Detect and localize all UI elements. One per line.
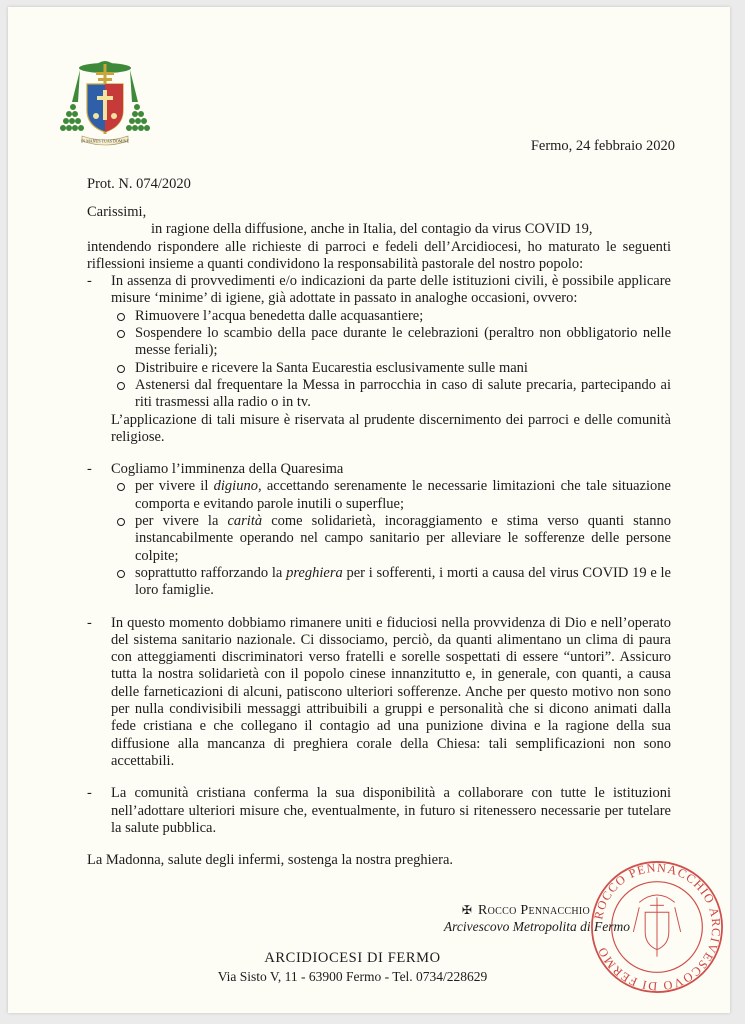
signer-line: [462, 903, 630, 919]
footer-organization: ARCIDIOCESI DI FERMO: [264, 950, 441, 966]
section-collaboration: [87, 785, 671, 837]
letter-date: Fermo, 24 febbraio 2020: [530, 138, 675, 154]
circle-bullet-icon: [117, 483, 125, 491]
section-text: In questo momento dobbiamo rimanere uniti e fiduciosi nella provvidenza di Dio e nell’operato del sistema sanitario nazionale. Ci dissociamo, perciò, da quanti alimentano un clima di paura con atteggiamenti discriminatori verso fratelli e sorelle sospettati di essere “untori”. Assicuro tutta la nostra solidarietà con il popolo cinese innanzitutto e, in generale, con quanti, a causa delle farneticazioni di alcuni, patiscono ulteriori sofferenze. Anche per questo motivo non sono per nulla condivisibili messaggi attribuibili a gruppi e personalità che si dicono animati dalla fede cristiana e che collegano il contagio ad una punizione divina e la ragione della sua diffusione alla mancanza di preghiera corale della Chiesa: tali semplificazioni non sono accettabili.: [111, 614, 671, 769]
signature-block: [443, 903, 630, 935]
list-item: Rimuovere l’acqua benedetta dalle acquasantiere;: [111, 308, 671, 325]
list-item: per vivere la carità come solidarietà, incoraggiamento e stima verso quanti stanno instancabilmente operando nel campo sanitario per alleviare le sofferenze delle persone colpite;: [111, 513, 671, 565]
svg-text:IN MANUS TUAS DOMINE: IN MANUS TUAS DOMINE: [80, 138, 130, 144]
dash-bullet: -: [87, 785, 92, 802]
circle-bullet-icon: [117, 313, 125, 321]
list-item: Astenersi dal frequentare la Messa in parrocchia in caso di salute precaria, partecipando ai riti trasmessi alla radio o in tv.: [111, 377, 671, 412]
signer-title: Arcivescovo Metropolita di Fermo: [443, 919, 630, 934]
maltese-cross-icon: ✠: [461, 903, 472, 917]
section-text: In assenza di provvedimenti e/o indicazioni da parte delle istituzioni civili, è possibile applicare misure ‘minime’ di igiene, già adottate in passato in analoghe occasioni, ovvero:: [111, 273, 671, 307]
letter-body: [87, 204, 671, 869]
intro-rest: intendendo rispondere alle richieste di parroci e fedeli dell’Arcidiocesi, ho maturato le seguenti riflessioni insieme a quanti condividono la responsabilità pastorale del nostro popolo:: [87, 238, 671, 272]
circle-bullet-icon: [117, 518, 125, 526]
intro-first-line: in ragione della diffusione, anche in Italia, del contagio da virus COVID 19,: [151, 221, 593, 238]
closing-line: La Madonna, salute degli infermi, sostenga la nostra preghiera.: [87, 852, 454, 869]
intro-paragraph: [87, 221, 671, 273]
list-item: per vivere il digiuno, accettando serenamente le necessarie limitazioni che tale situazione comporta e evitando parole inutili o superflue;: [111, 478, 671, 513]
dash-bullet: -: [87, 273, 92, 290]
archbishop-coat-of-arms-icon: [60, 52, 150, 147]
circle-bullet-icon: [117, 382, 125, 390]
svg-text:ROCCO PENNACCHIO ARCIVESCOVO D: ROCCO PENNACCHIO ARCIVESCOVO DI FERMO: [591, 860, 724, 994]
greeting: Carissimi,: [87, 204, 147, 220]
section-text: Cogliamo l’imminenza della Quaresima: [111, 461, 344, 478]
section-solidarity: [87, 615, 671, 771]
circle-bullet-icon: [117, 365, 125, 373]
section-note: L’applicazione di tali misure è riservata al prudente discernimento dei parroci e delle comunità religiose.: [111, 411, 671, 445]
signer-name: Rocco Pennacchio: [477, 903, 591, 918]
list-item: Sospendere lo scambio della pace durante le celebrazioni (peraltro non obbligatorio nelle messe feriali);: [111, 325, 671, 360]
circle-bullet-icon: [117, 570, 125, 578]
section-hygiene-measures: [87, 273, 671, 446]
section-text: La comunità cristiana conferma la sua disponibilità a collaborare con tutte le istituzioni nell’adottare ulteriori misure che, eventualmente, in futuro si ritenessero necessarie per tutelare la salute pubblica.: [111, 785, 671, 836]
protocol-number: Prot. N. 074/2020: [87, 176, 191, 192]
dash-bullet: -: [87, 461, 92, 478]
section-lent: [87, 461, 671, 599]
list-item: Distribuire e ricevere la Santa Eucarestia esclusivamente sulle mani: [111, 360, 671, 377]
circle-bullet-icon: [117, 330, 125, 338]
dash-bullet: -: [87, 614, 92, 631]
list-item: soprattutto rafforzando la preghiera per i sofferenti, i morti a causa del virus COVID 19 e le loro famiglie.: [111, 565, 671, 600]
footer-address: Via Sisto V, 11 - 63900 Fermo - Tel. 0734/228629: [217, 969, 488, 984]
